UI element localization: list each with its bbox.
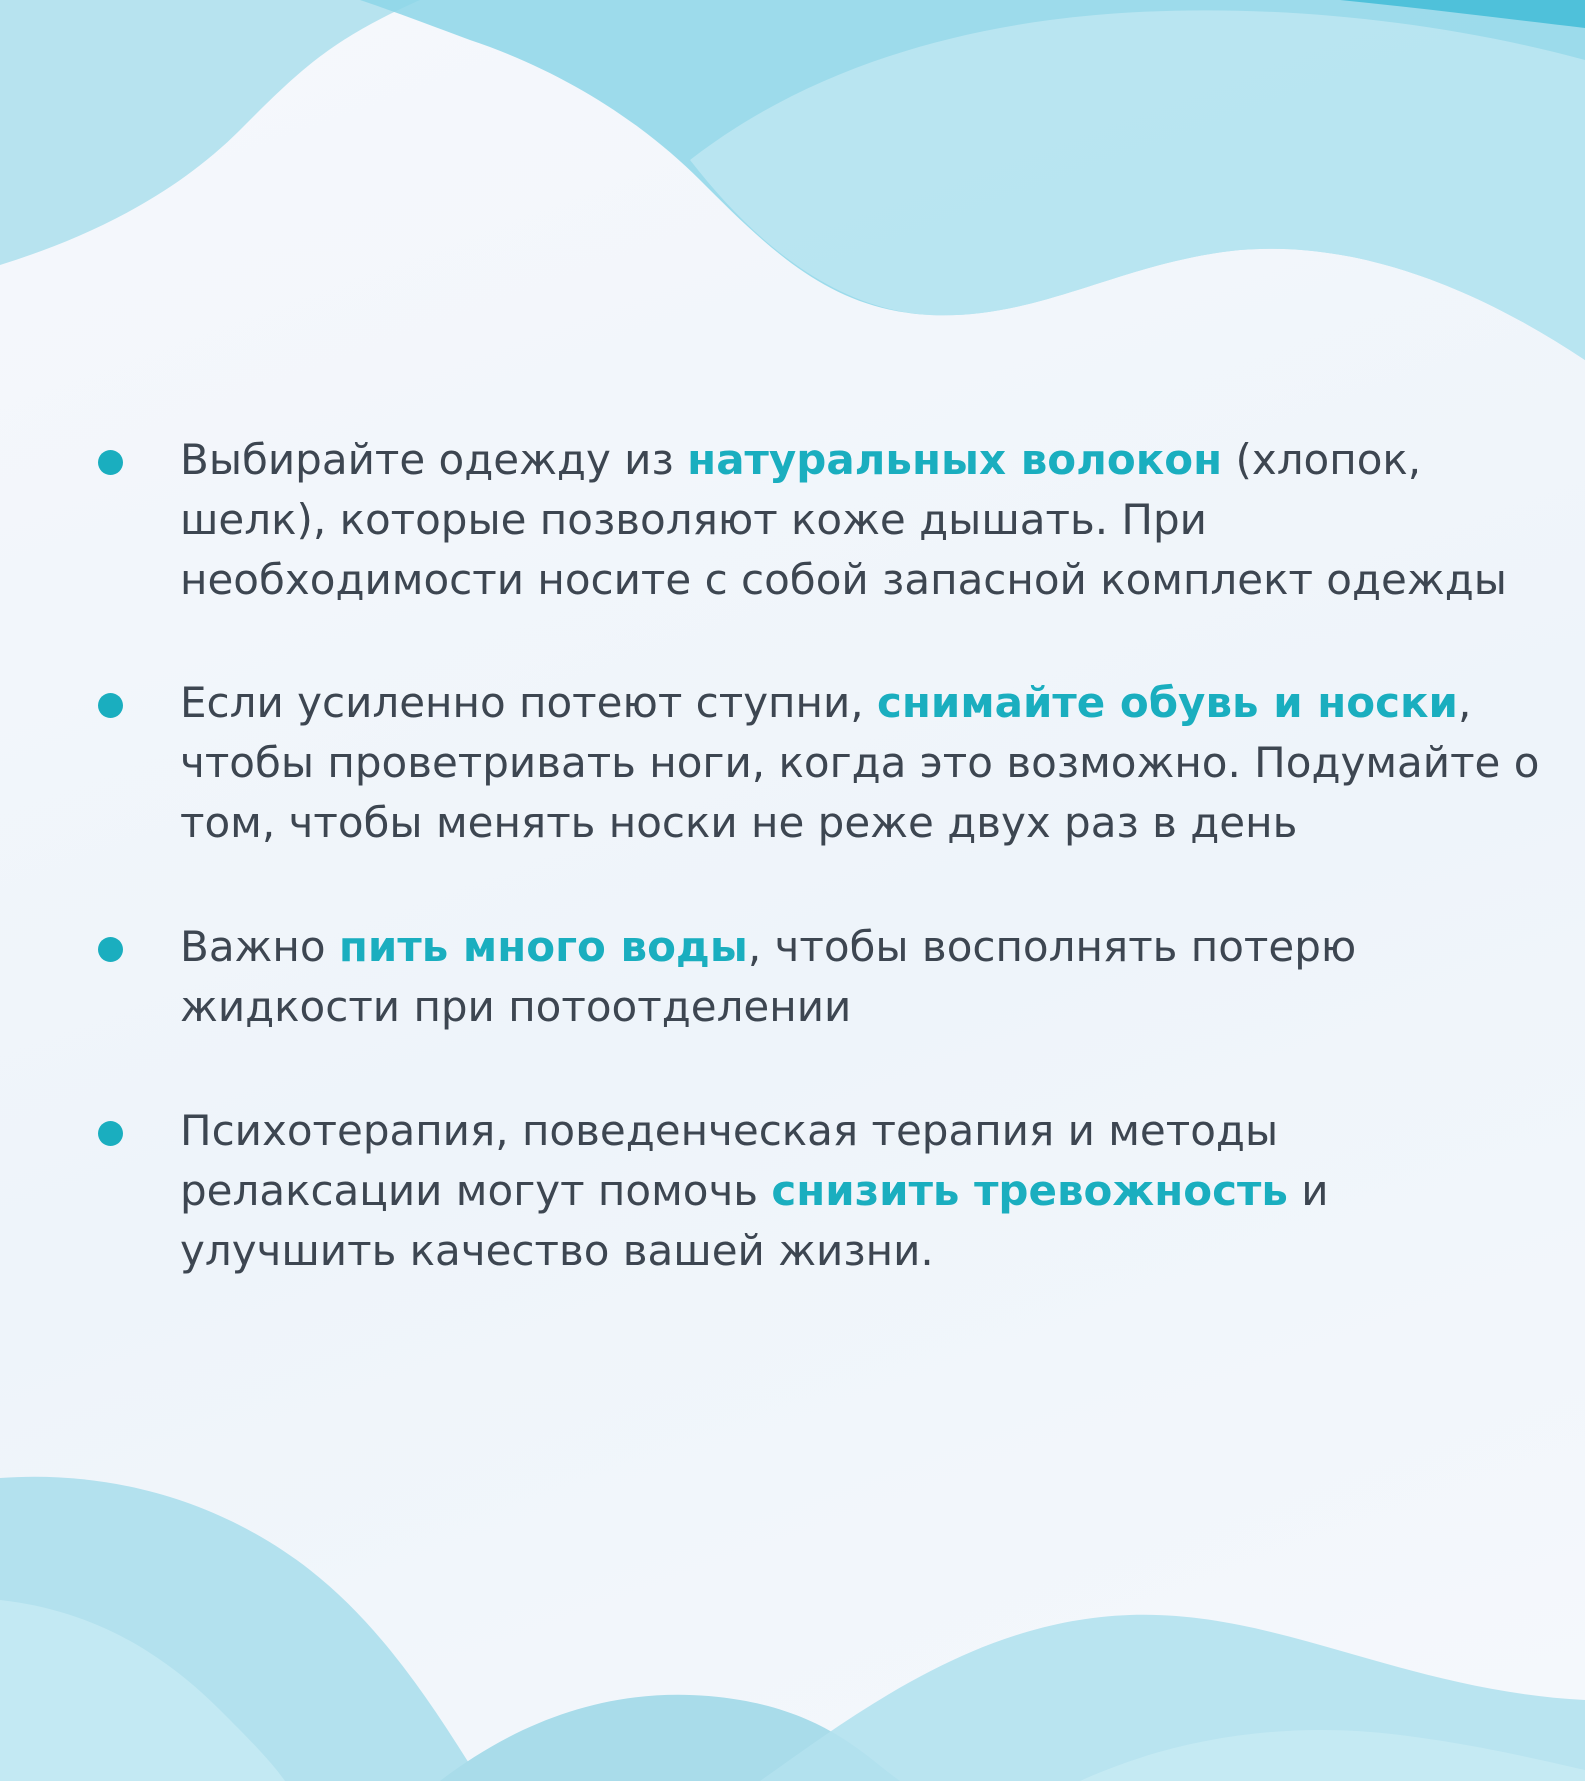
tip-text: Если усиленно потеют ступни, xyxy=(180,678,877,727)
tip-highlight: пить много воды xyxy=(338,922,748,971)
tip-item xyxy=(180,917,1540,1037)
bullet-icon xyxy=(98,937,123,962)
tip-highlight: снимайте обувь и носки xyxy=(876,678,1458,727)
bullet-icon xyxy=(98,1121,123,1146)
tip-item xyxy=(180,1101,1540,1281)
tip-text: Психотерапия, поведенческая терапия и методы релаксации могут помочь xyxy=(180,1106,1279,1215)
tip-text: , чтобы проветривать ноги, когда это возможно. Подумайте о том, чтобы менять носки не реже двух раз в день xyxy=(180,678,1540,847)
bullet-icon xyxy=(98,693,123,718)
tip-item xyxy=(180,430,1540,610)
tip-item xyxy=(180,673,1540,853)
bullet-icon xyxy=(98,450,123,475)
tip-highlight: снизить тревожность xyxy=(771,1166,1288,1215)
tip-text: Выбирайте одежду из xyxy=(180,435,688,484)
tip-text: , чтобы восполнять потерю жидкости при потоотделении xyxy=(180,922,1357,1031)
tip-highlight: натуральных волокон xyxy=(687,435,1223,484)
tip-text: Важно xyxy=(180,922,339,971)
tip-text: (хлопок, шелк), которые позволяют коже дышать. При необходимости носите с собой запасной комплект одежды xyxy=(180,435,1507,604)
tip-text: и улучшить качество вашей жизни. xyxy=(180,1166,1329,1275)
